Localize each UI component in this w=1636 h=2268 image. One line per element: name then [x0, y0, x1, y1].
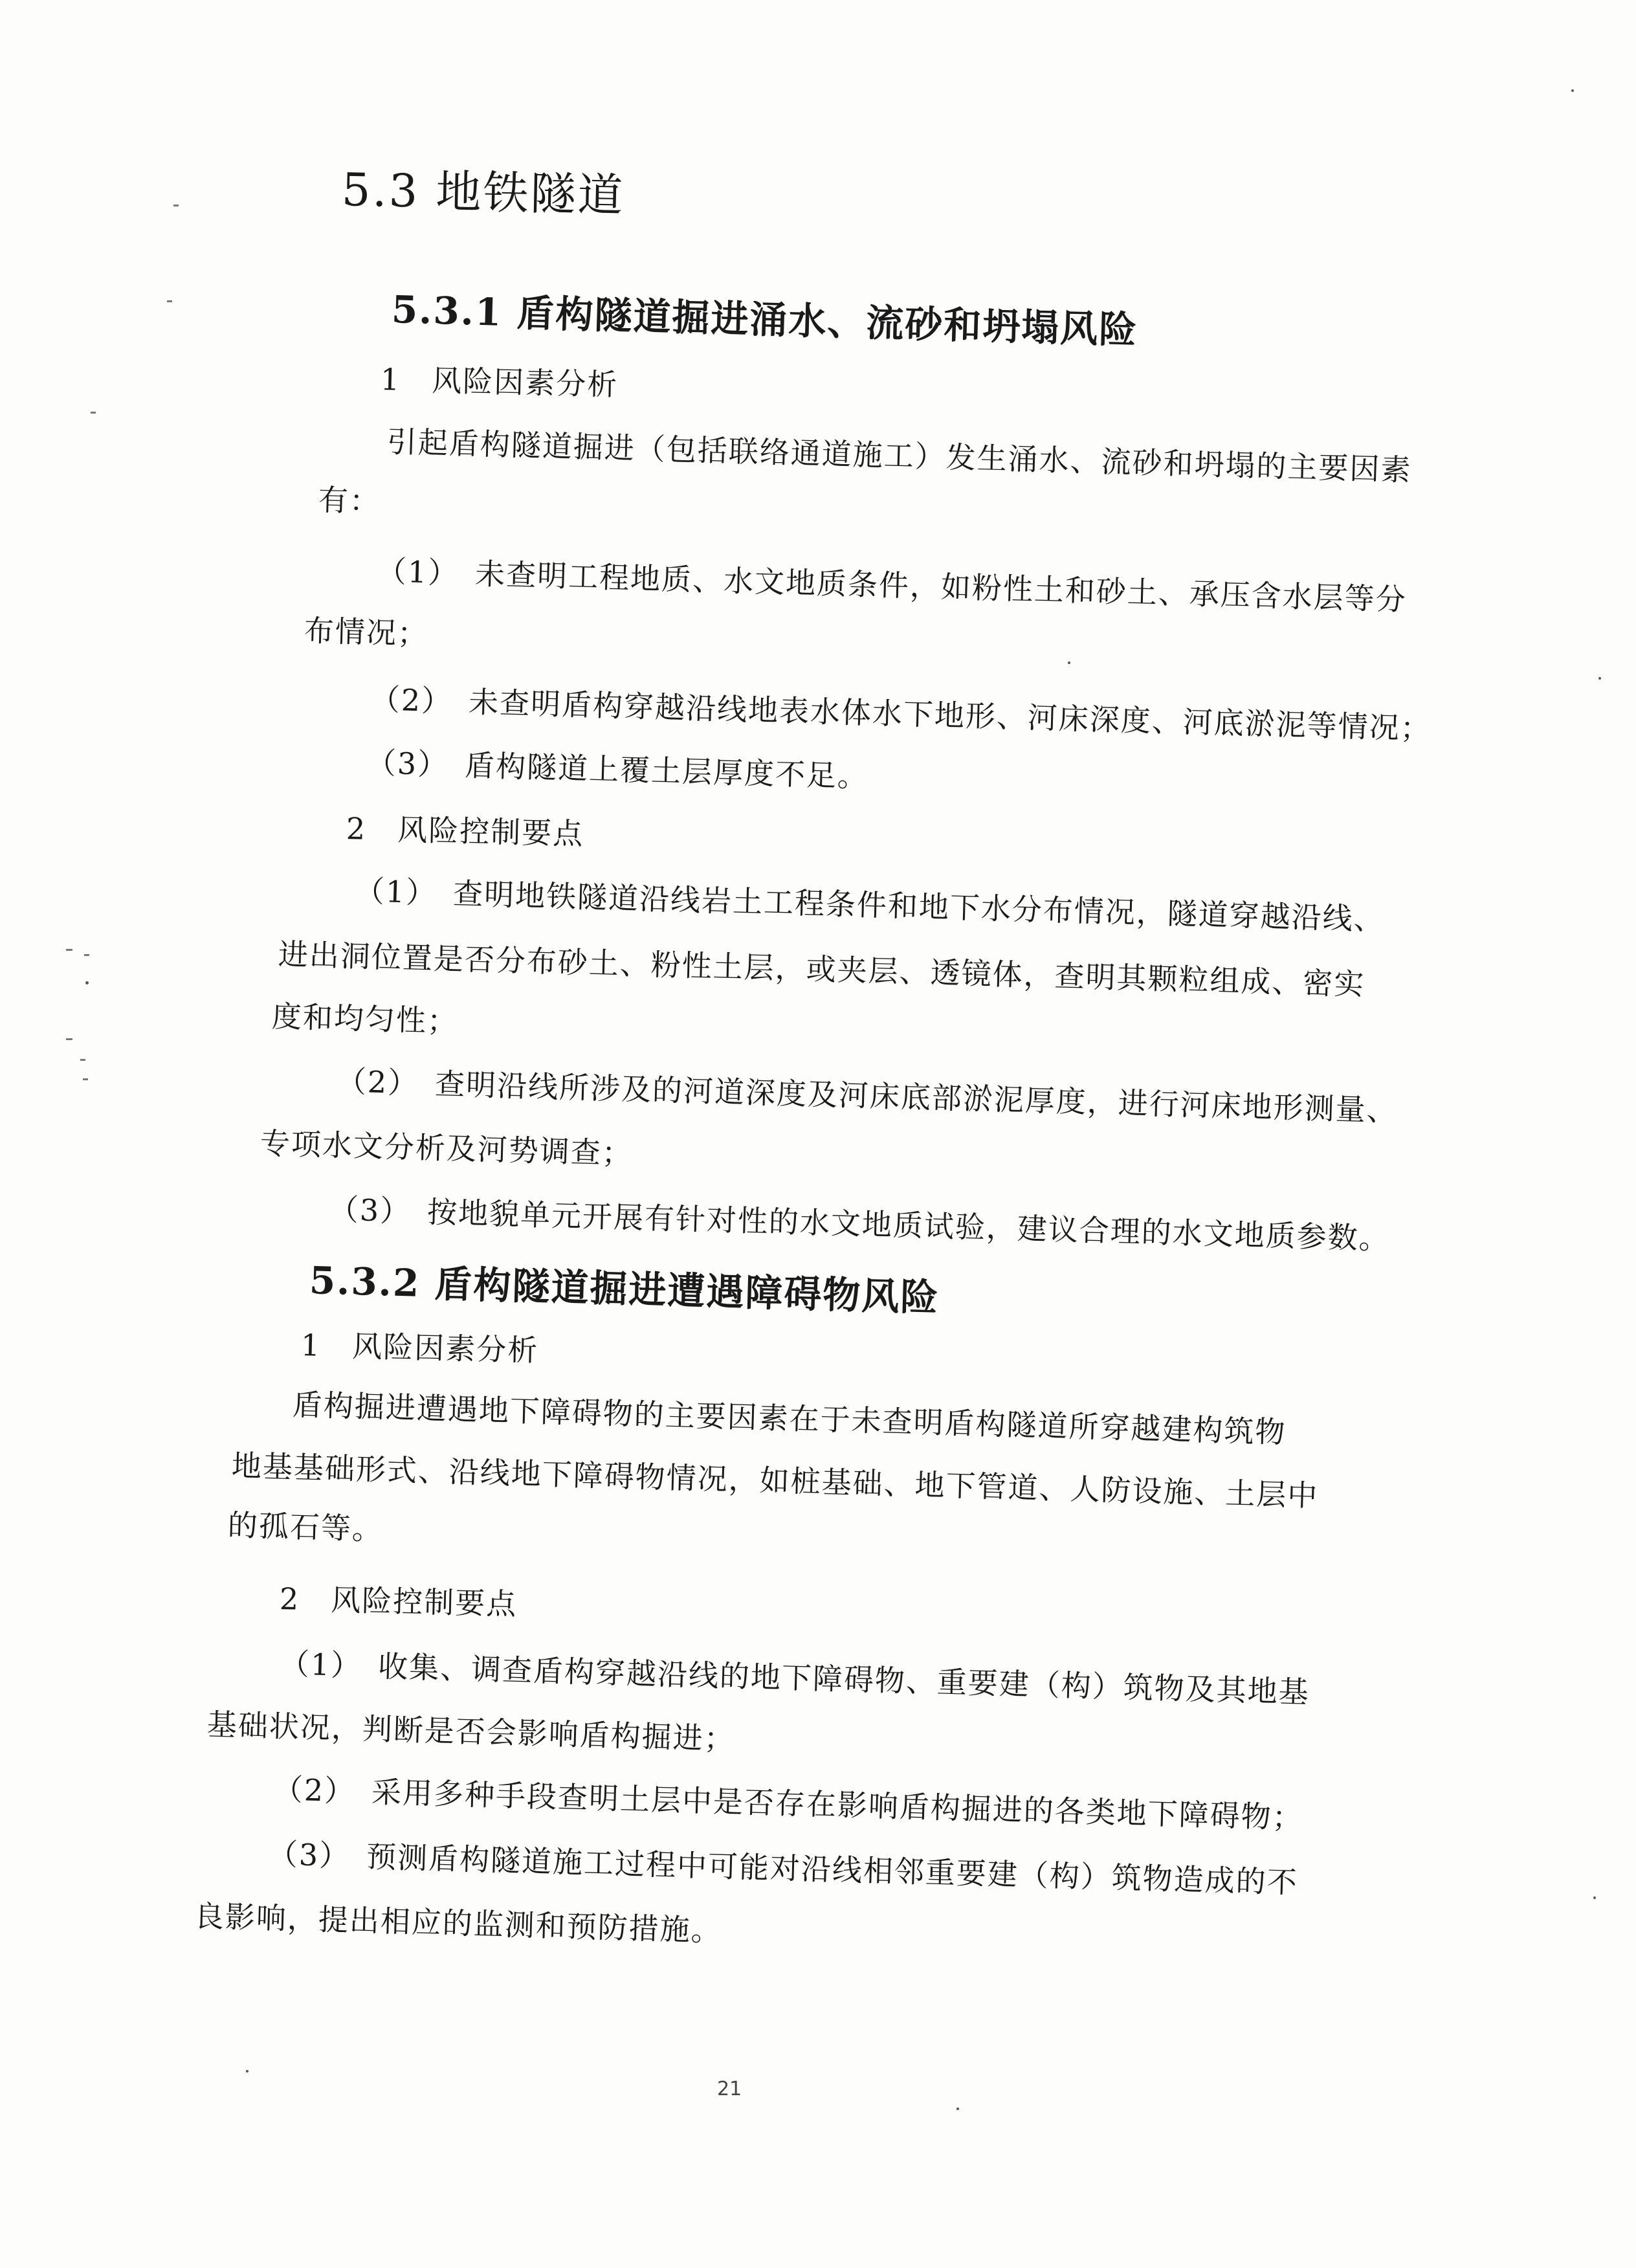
list-item: （1） 查明地铁隧道沿线岩土工程条件和地下水分布情况，隧道穿越沿线、	[354, 873, 1386, 937]
risk-control-heading: 2 风险控制要点	[346, 811, 584, 852]
list-item: （3） 预测盾构隧道施工过程中可能对沿线相邻重要建（构）筑物造成的不	[267, 1836, 1299, 1900]
paragraph-line: 引起盾构隧道掘进（包括联络通道施工）发生涌水、流砂和坍塌的主要因素	[386, 424, 1413, 488]
subsection-title-5-3-2: 5.3.2 盾构隧道掘进遭遇障碍物风险	[309, 1258, 940, 1320]
scan-artifact	[173, 205, 179, 206]
list-item: （1） 收集、调查盾构穿越沿线的地下障碍物、重要建（构）筑物及其地基	[279, 1646, 1310, 1710]
list-item: （2） 未查明盾构穿越沿线地表水体水下地形、河床深度、河底淤泥等情况；	[370, 682, 1432, 746]
scan-artifact	[167, 300, 172, 302]
list-item-continuation: 进出洞位置是否分布砂土、粉性土层，或夹层、透镜体，查明其颗粒组成、密实	[278, 937, 1366, 1002]
scan-artifact	[1593, 1896, 1596, 1899]
list-item: （1） 未查明工程地质、水文地质条件，如粉性土和砂土、承压含水层等分	[376, 553, 1408, 617]
risk-factor-heading: 1 风险因素分析	[300, 1328, 539, 1368]
paragraph-line: 有：	[318, 482, 381, 519]
risk-control-heading: 2 风险控制要点	[279, 1581, 518, 1622]
list-item: （2） 采用多种手段查明土层中是否存在影响盾构掘进的各类地下障碍物；	[272, 1772, 1304, 1836]
list-item-continuation: 度和均匀性；	[271, 999, 459, 1040]
scan-artifact	[84, 954, 89, 956]
risk-factor-heading: 1 风险因素分析	[380, 362, 619, 403]
list-item: （3） 按地貌单元开展有针对性的水文地质试验，建议合理的水文地质参数。	[328, 1192, 1391, 1256]
list-item: （3） 盾构隧道上覆土层厚度不足。	[366, 745, 869, 794]
page-number: 21	[717, 2078, 742, 2100]
list-item: （2） 查明沿线所涉及的河道深度及河床底部淤泥厚度，进行河床地形测量、	[336, 1063, 1398, 1128]
list-item-continuation: 布情况；	[304, 613, 429, 652]
list-item-continuation: 专项水文分析及河势调查；	[260, 1126, 634, 1172]
scan-artifact	[85, 981, 89, 984]
scan-artifact	[80, 1059, 85, 1061]
scan-artifact	[91, 412, 96, 414]
scan-artifact	[246, 2070, 249, 2073]
paragraph-line: 地基基础形式、沿线地下障碍物情况，如桩基础、地下管道、人防设施、土层中	[231, 1448, 1320, 1513]
scan-artifact	[1068, 662, 1070, 664]
scan-artifact	[83, 1078, 88, 1080]
scan-artifact	[66, 949, 72, 951]
scan-artifact	[66, 1038, 72, 1040]
paragraph-line: 盾构掘进遭遇地下障碍物的主要因素在于未查明盾构隧道所穿越建构筑物	[292, 1387, 1287, 1450]
scan-artifact	[1598, 677, 1601, 680]
subsection-title-5-3-1: 5.3.1 盾构隧道掘进涌水、流砂和坍塌风险	[391, 287, 1139, 353]
scan-artifact	[956, 2107, 959, 2110]
list-item-continuation: 良影响，提出相应的监测和预防措施。	[193, 1898, 723, 1948]
paragraph-line: 的孤石等。	[227, 1507, 384, 1547]
list-item-continuation: 基础状况，判断是否会影响盾构掘进；	[206, 1707, 736, 1757]
section-title: 5.3 地铁隧道	[341, 163, 626, 223]
scan-artifact	[1571, 89, 1574, 92]
